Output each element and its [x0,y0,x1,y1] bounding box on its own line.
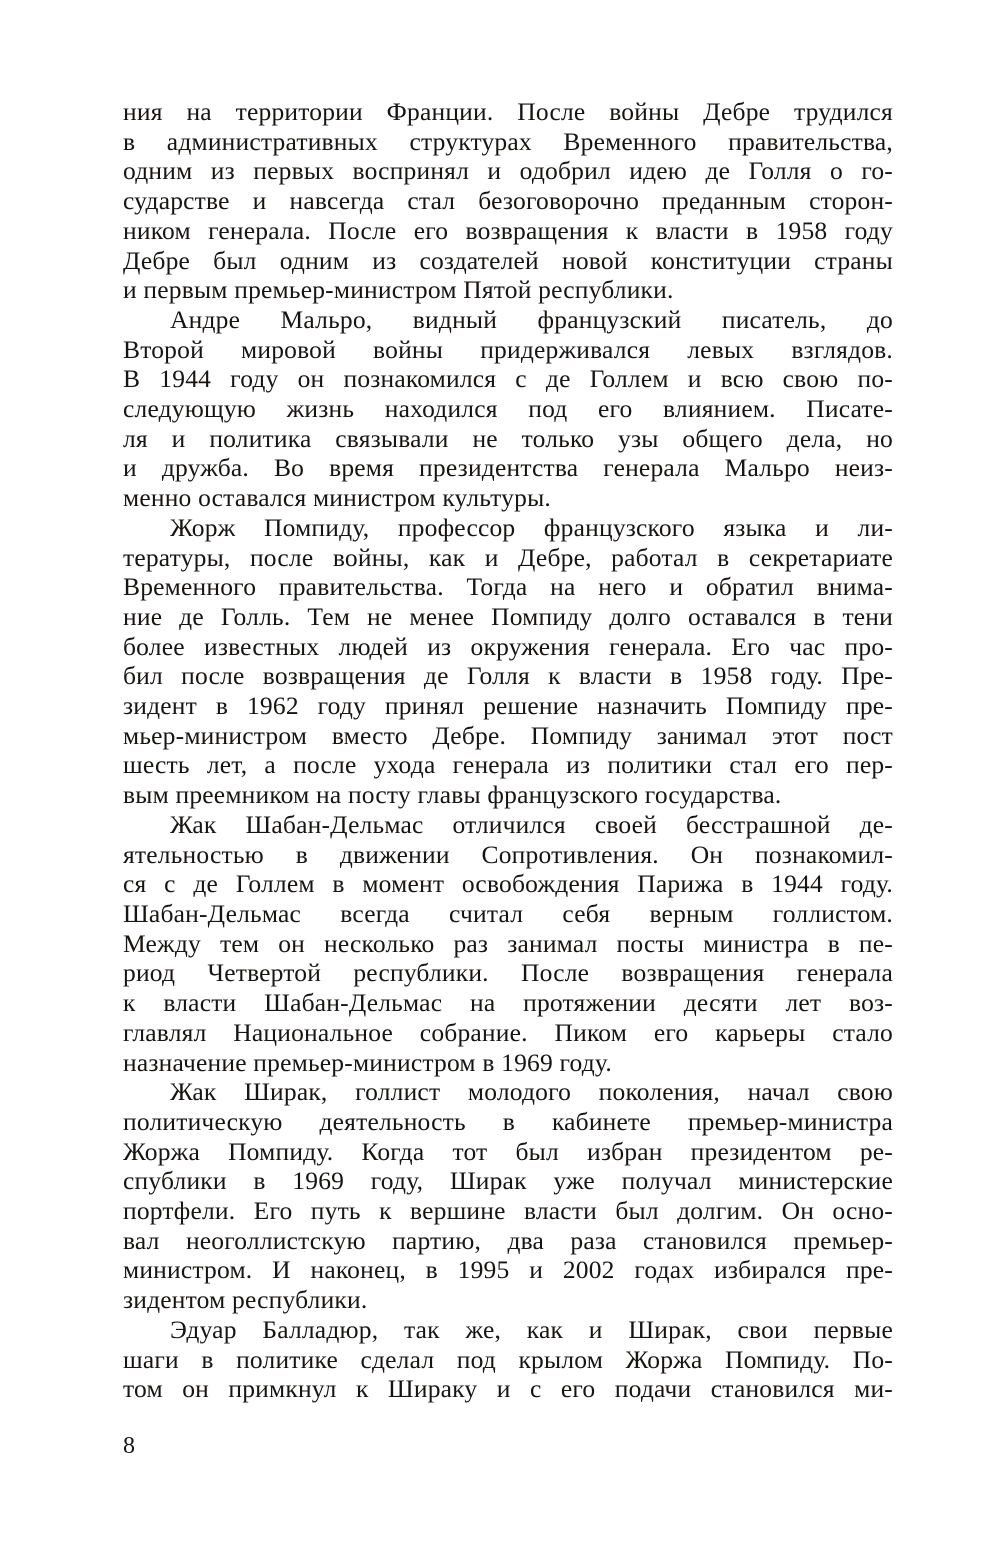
text-line: ником генерала. После его возвращения к власти в 1958 году [123,215,893,245]
text-line: Жоржа Помпиду. Когда тот был избран президентом ре- [123,1136,893,1166]
text-line: портфели. Его путь к вершине власти был долгим. Он осно- [123,1196,893,1226]
text-line: следующую жизнь находился под его влиянием. Писате- [123,394,893,424]
text-line: спублики в 1969 году, Ширак уже получал министерские [123,1166,893,1196]
text-line: Жак Ширак, голлист молодого поколения, начал свою [170,1077,893,1107]
text-line: Эдуар Балладюр, так же, как и Ширак, свои первые [170,1314,893,1344]
text-line: менно оставался министром культуры. [123,483,551,513]
text-line: шесть лет, а после ухода генерала из политики стал его пер- [123,750,893,780]
text-line: Шабан-Дельмас всегда считал себя верным голлистом. [123,898,893,928]
paragraph [123,97,893,305]
text-line: политическую деятельность в кабинете премьер-министра [123,1106,893,1136]
text-line: ся с де Голлем в момент освобождения Парижа в 1944 году. [123,869,893,899]
text-line: министром. И наконец, в 1995 и 2002 годах избирался пре- [123,1255,893,1285]
text-line: Андре Мальро, видный французский писатель, до [170,304,893,334]
text-line: и дружба. Во время президентства генерала Мальро неиз- [123,453,893,483]
page-number: 8 [123,1433,135,1459]
paragraph [123,305,893,513]
text-line: в административных структурах Временного правительства, [123,126,893,156]
text-line: сударстве и навсегда стал безоговорочно преданным сторон- [123,186,893,216]
text-line: том он примкнул к Шираку и с его подачи становился ми- [123,1374,893,1404]
text-line: главлял Национальное собрание. Пиком его карьеры стало [123,1017,893,1047]
paragraph [123,513,893,810]
text-line: назначение премьер-министром в 1969 году. [123,1047,612,1077]
text-line: Жак Шабан-Дельмас отличился своей бесстрашной де- [170,809,893,839]
text-line: зидент в 1962 году принял решение назначить Помпиду пре- [123,691,893,721]
paragraph [123,1315,893,1404]
text-line: ние де Голль. Тем не менее Помпиду долго оставался в тени [123,601,893,631]
text-line: В 1944 году он познакомился с де Голлем и всю свою по- [123,364,893,394]
text-line: тературы, после войны, как и Дебре, работал в секретариате [123,542,893,572]
text-line: Временного правительства. Тогда на него и обратил внима- [123,572,893,602]
text-line: Между тем он несколько раз занимал посты министра в пе- [123,928,893,958]
text-line: более известных людей из окружения генерала. Его час про- [123,631,893,661]
text-line: Жорж Помпиду, профессор французского языка и ли- [170,512,893,542]
text-line: бил после возвращения де Голля к власти в 1958 году. Пре- [123,661,893,691]
text-line: шаги в политике сделал под крылом Жоржа Помпиду. По- [123,1344,893,1374]
text-line: к власти Шабан-Дельмас на протяжении десяти лет воз- [123,988,893,1018]
text-line: одним из первых воспринял и одобрил идею де Голля о го- [123,156,893,186]
text-line: ния на территории Франции. После войны Дебре трудился [123,97,893,126]
paragraph [123,1077,893,1315]
text-line: и первым премьер-министром Пятой республики. [123,275,674,305]
text-line: Второй мировой войны придерживался левых взглядов. [123,334,893,364]
text-line: мьер-министром вместо Дебре. Помпиду занимал этот пост [123,720,893,750]
text-line: вым преемником на посту главы французского государства. [123,780,782,810]
text-line: ля и политика связывали не только узы общего дела, но [123,423,893,453]
text-line: вал неоголлистскую партию, два раза становился премьер- [123,1225,893,1255]
text-line: риод Четвертой республики. После возвращения генерала [123,958,893,988]
paragraph [123,810,893,1077]
text-line: ятельностью в движении Сопротивления. Он познакомил- [123,839,893,869]
text-block [123,97,893,1404]
text-line: зидентом республики. [123,1285,368,1315]
text-line: Дебре был одним из создателей новой конституции страны [123,245,893,275]
